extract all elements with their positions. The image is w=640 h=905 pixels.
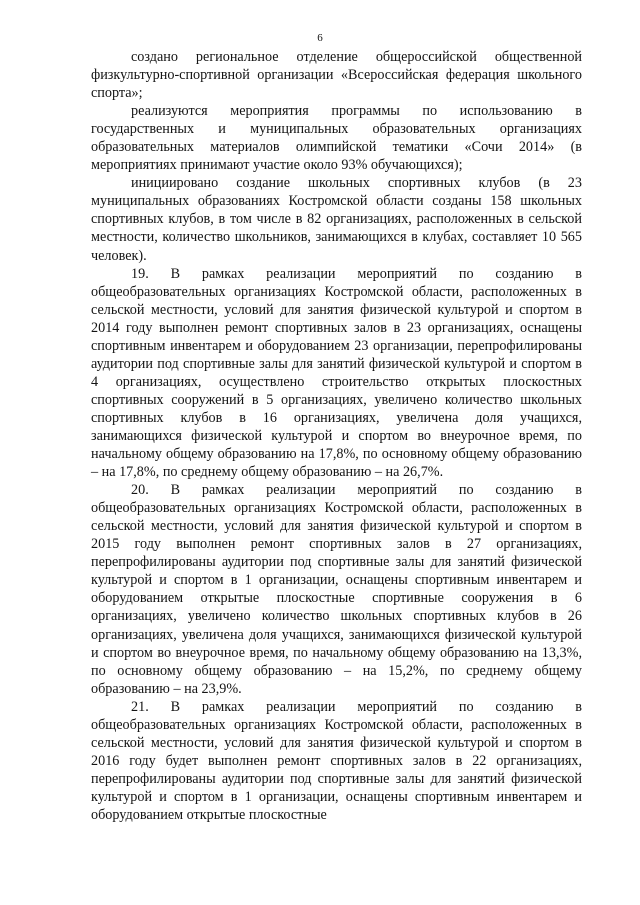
page-number: 6 [317, 32, 323, 44]
paragraph-item-21: 21. В рамках реализации мероприятий по созданию в общеобразовательных организациях Костромской области, расположенных в сельской местности, условий для занятия физической культурой и спортом в 2016 году будет выполнен ремонт спортивных залов в 22 организациях, перепрофилированы аудитории под спортивные залы для занятий физической культурой и спортом в 1 организации, оснащены спортивным инвентарем и оборудованием открытые плоскостные [91, 698, 582, 823]
paragraph-item-19: 19. В рамках реализации мероприятий по созданию в общеобразовательных организациях Костромской области, расположенных в сельской местности, условий для занятия физической культурой и спортом в 2014 году выполнен ремонт спортивных залов в 23 организациях, оснащены спортивным инвентарем и оборудованием 23 организации, перепрофилированы аудитории под спортивные залы для занятий физической культурой и спортом в 4 организациях, осуществлено строительство открытых плоскостных спортивных сооружений в 5 организациях, увеличено количество школьных спортивных клубов в 16 организациях, увеличена доля учащихся, занимающихся физической культурой и спортом во внеурочное время, по начальному общему образованию на 17,8%, по основному общему образованию – на 17,8%, по среднему общему образованию – на 26,7%. [91, 265, 582, 481]
paragraph-school-sports-clubs: инициировано создание школьных спортивных клубов (в 23 муниципальных образованиях Костромской области созданы 158 школьных спортивных клубов, в том числе в 82 организациях, расположенных в сельской местности, количество школьников, занимающихся в клубах, составляет 10 565 человек). [91, 175, 582, 264]
paragraph-item-20: 20. В рамках реализации мероприятий по созданию в общеобразовательных организациях Костромской области, расположенных в сельской местности, условий для занятия физической культурой и спортом в 2015 году выполнен ремонт спортивных залов в 27 организациях, перепрофилированы аудитории под спортивные залы для занятий физической культурой и спортом в 1 организации, оснащены спортивным инвентарем и оборудованием открытые плоскостные спортивные сооружения в 6 организациях, увеличено количество школьных спортивных клубов в 26 организациях, увеличена доля учащихся, занимающихся физической культурой и спортом во внеурочное время, по начальному общему образованию на 13,3%, по основному общему образованию – на 15,2%, по среднему общему образованию – на 23,9%. [91, 482, 582, 697]
paragraph-olympic-materials: реализуются мероприятия программы по использованию в государственных и муниципальных образовательных организациях образовательных материалов олимпийской тематики «Сочи 2014» (в мероприятиях принимают участие около 93% обучающихся); [91, 103, 582, 174]
paragraph-regional-branch: создано региональное отделение общероссийской общественной физкультурно-спортивной организации «Всероссийская федерация школьного спорта»; [91, 49, 582, 102]
document-body [91, 48, 582, 824]
